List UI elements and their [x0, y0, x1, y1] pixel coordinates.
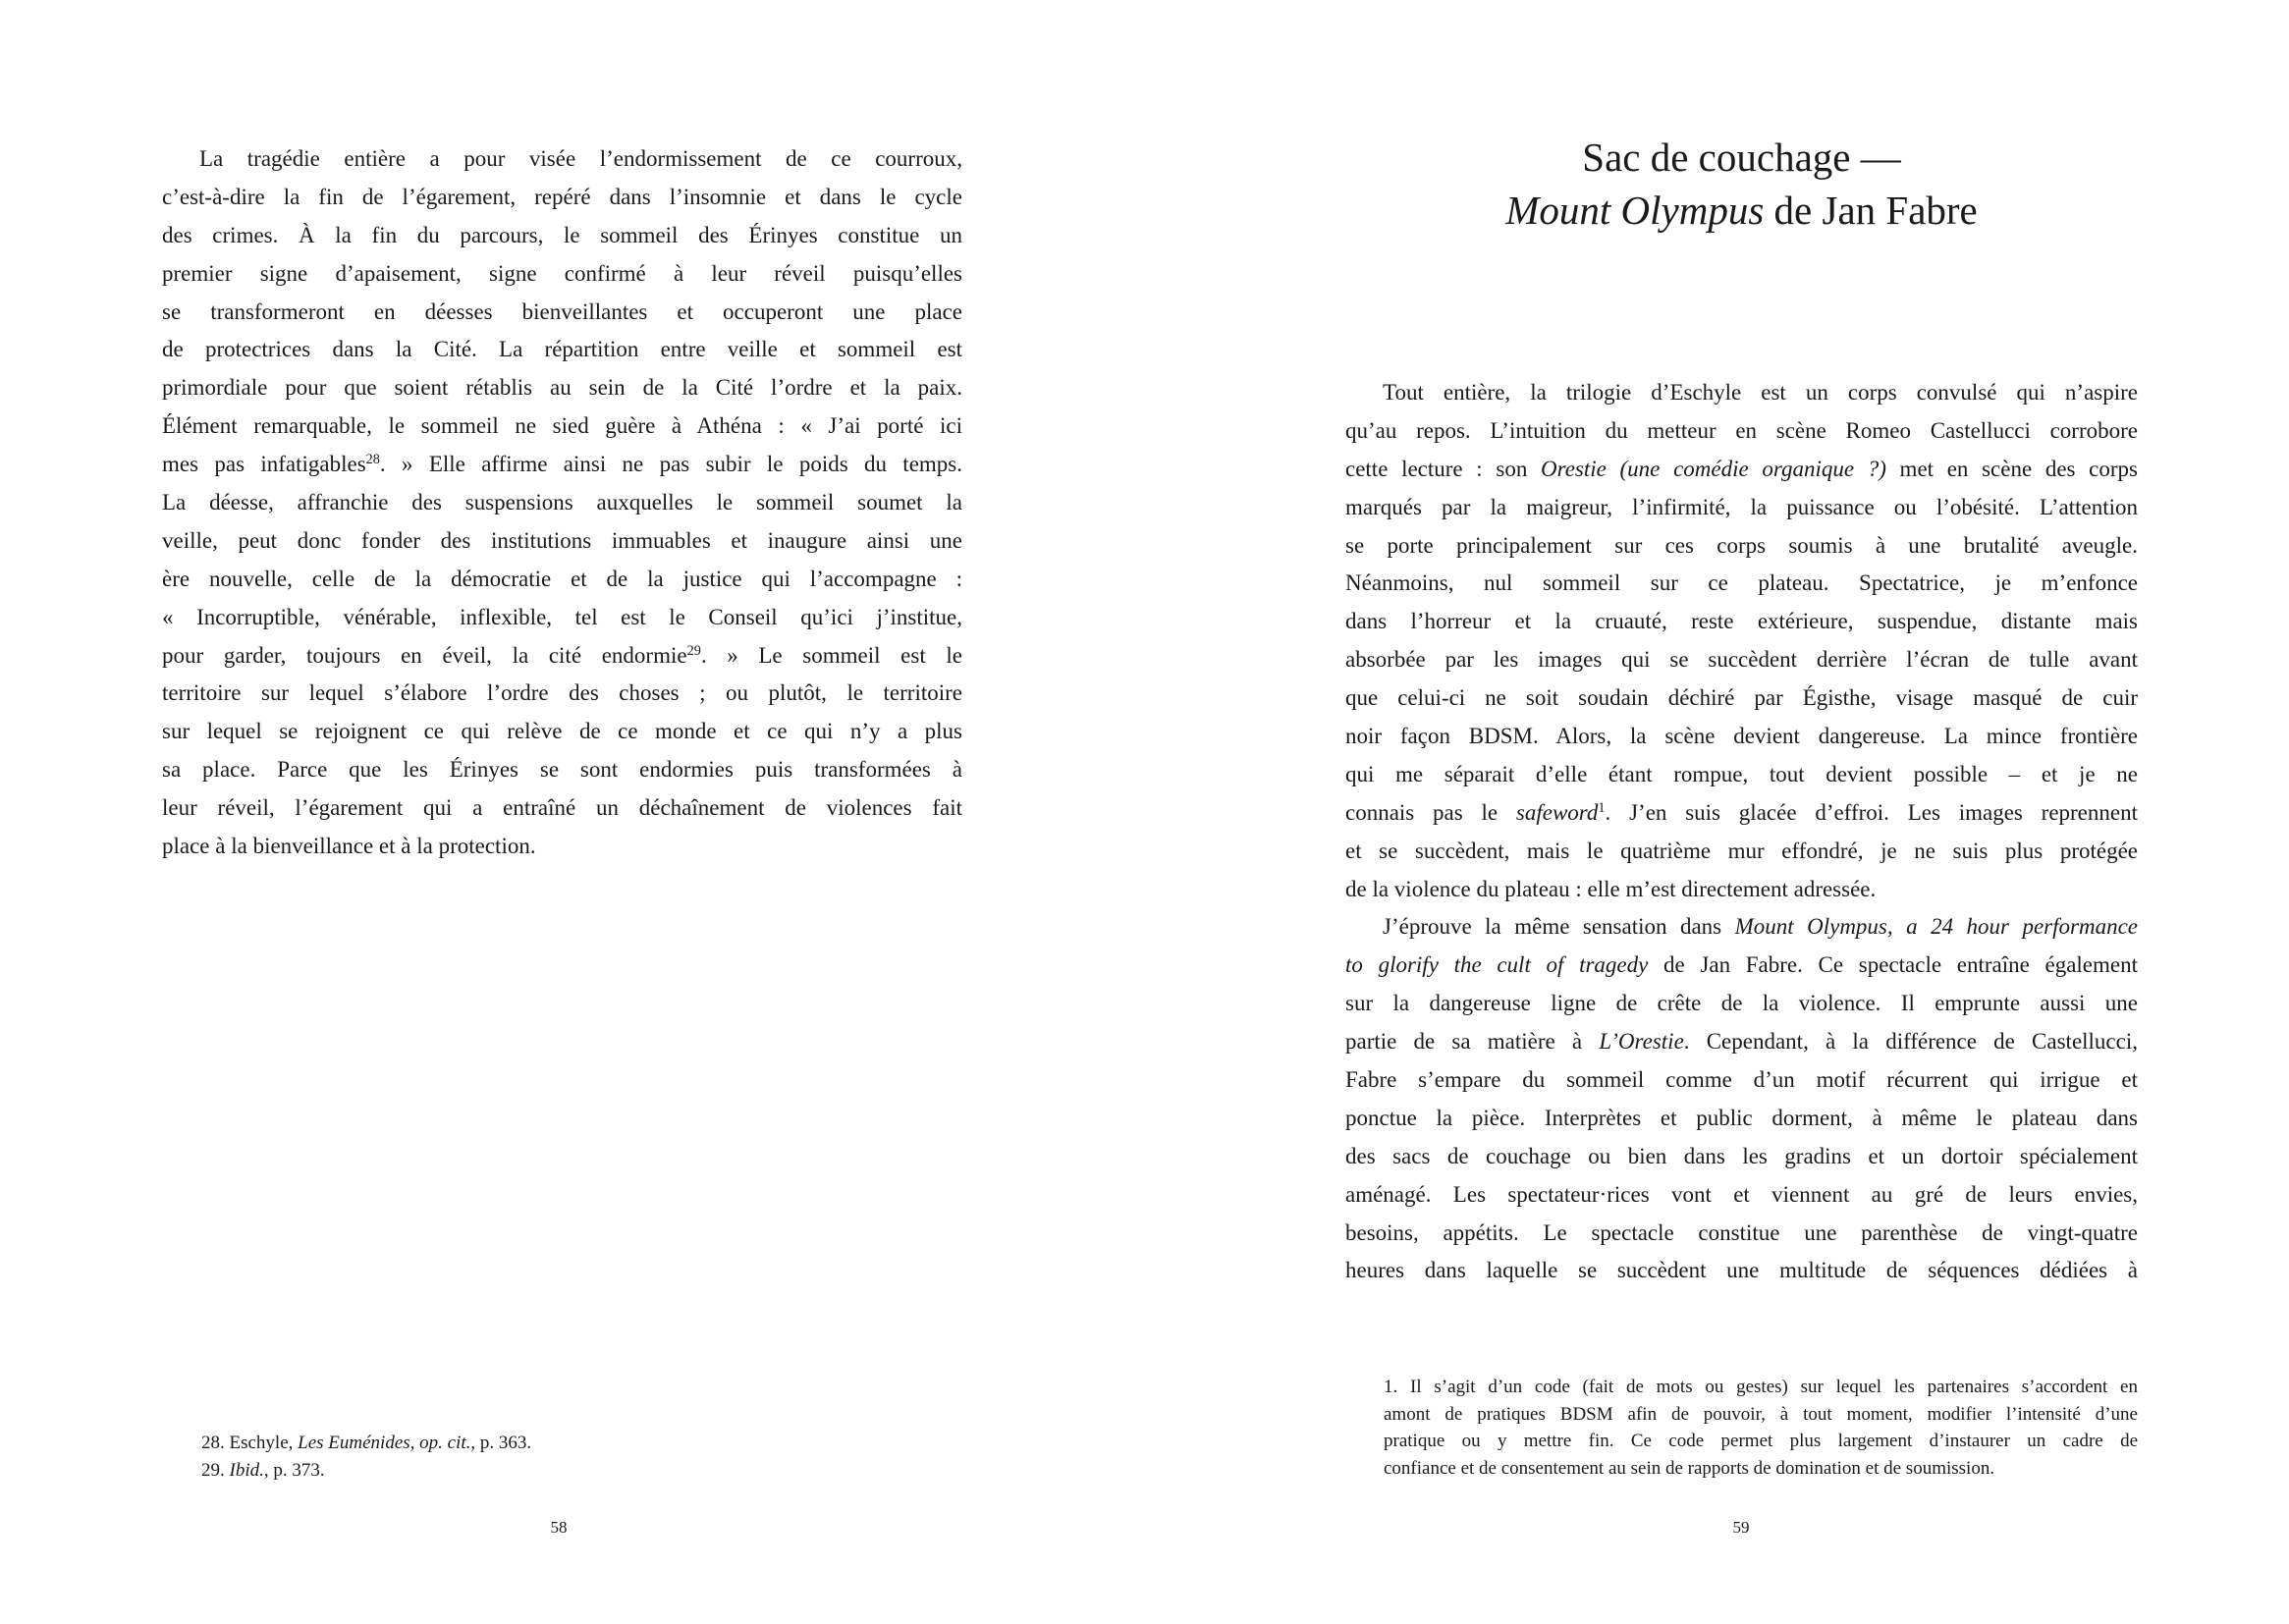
text-line	[162, 751, 962, 789]
page-number-right: 59	[1732, 1518, 1750, 1537]
text-segment: sur la dangereuse ligne de crête de la violence. Il emprunte aussi une	[1345, 991, 2138, 1016]
text-segment: veille, peut donc fonder des institutions immuables et inaugure ainsi une	[162, 527, 962, 553]
text-segment: confiance et de consentement au sein de rapports de domination et de soumission.	[1384, 1457, 1995, 1479]
text-line	[1345, 603, 2138, 641]
text-segment: ère nouvelle, celle de la démocratie et de la justice qui l’accompagne :	[162, 566, 962, 591]
text-segment: que celui-ci ne soit soudain déchiré par Égisthe, visage masqué de cuir	[1345, 685, 2138, 711]
text-line	[1345, 641, 2138, 679]
page-number-left: 58	[550, 1518, 568, 1537]
footnote-reference: 29	[686, 642, 701, 659]
footnote-line	[1384, 1428, 2138, 1455]
chapter-title-line-1: Sac de couchage —	[1582, 135, 1901, 180]
footnote-reference: 1	[1598, 799, 1606, 816]
text-line	[1345, 833, 2138, 871]
text-line	[1345, 718, 2138, 756]
text-line	[162, 675, 962, 713]
text-line	[1345, 947, 2138, 985]
text-line	[162, 331, 962, 369]
text-line	[162, 484, 962, 522]
right-footnotes	[1384, 1374, 2138, 1482]
text-line	[162, 446, 962, 484]
text-segment: de protectrices dans la Cité. La répartition entre veille et sommeil est	[162, 337, 962, 362]
italic-text: safeword	[1515, 799, 1599, 825]
text-segment: , p. 373.	[263, 1459, 325, 1481]
text-segment: de Jan Fabre. Ce spectacle entraîne également	[1648, 952, 2138, 978]
chapter-title	[1345, 131, 2138, 237]
text-line	[1345, 527, 2138, 566]
footnote-line	[1384, 1455, 2138, 1483]
text-line	[1345, 1138, 2138, 1176]
text-line	[1345, 908, 2138, 947]
text-segment: sur lequel se rejoignent ce qui relève de ce monde et ce qui n’y a plus	[162, 719, 962, 744]
italic-text: Les Euménides, op. cit.	[298, 1433, 471, 1453]
text-segment: qu’au repos. L’intuition du metteur en scène Romeo Castellucci corrobore	[1345, 417, 2138, 443]
text-segment: place à la bienveillance et à la protection.	[162, 834, 536, 859]
text-line	[162, 255, 962, 294]
text-segment: La déesse, affranchie des suspensions auxquelles le sommeil soumet la	[162, 490, 962, 515]
text-line	[162, 140, 962, 179]
text-segment: , p. 363.	[470, 1433, 532, 1453]
footnote-line	[1384, 1401, 2138, 1429]
text-line	[162, 561, 962, 599]
text-segment: pratique ou y mettre fin. Ce code permet plus largement d’instaurer un cadre de	[1384, 1431, 2138, 1451]
text-segment: met en scène des corps	[1885, 456, 2138, 481]
text-line	[1345, 1061, 2138, 1100]
text-segment: 28. Eschyle,	[201, 1433, 299, 1453]
text-segment: dans l’horreur et la cruauté, reste extérieure, suspendue, distante mais	[1345, 609, 2138, 634]
footnote-line	[1384, 1374, 2138, 1401]
chapter-title-italic: Mount Olympus	[1505, 188, 1765, 233]
text-segment: cette lecture : son	[1345, 456, 1541, 481]
italic-text: L’Orestie	[1599, 1029, 1684, 1055]
text-line	[1345, 794, 2138, 833]
text-line	[1345, 412, 2138, 451]
text-line	[162, 369, 962, 407]
text-segment: 29.	[201, 1459, 230, 1481]
text-line	[1345, 451, 2138, 489]
text-line	[162, 789, 962, 828]
italic-text: Ibid.	[229, 1459, 264, 1481]
text-segment: . » Elle affirme ainsi ne pas subir le poids du temps.	[379, 452, 962, 477]
text-line	[1345, 1215, 2138, 1253]
text-line	[1345, 1023, 2138, 1061]
text-segment: et se succèdent, mais le quatrième mur effondré, je ne suis plus protégée	[1345, 838, 2138, 863]
text-line	[162, 217, 962, 255]
chapter-title-rest: de Jan Fabre	[1764, 188, 1978, 233]
text-segment: besoins, appétits. Le spectacle constitue une parenthèse de vingt-quatre	[1345, 1219, 2138, 1245]
text-line	[162, 713, 962, 751]
footnote-line	[201, 1457, 889, 1485]
text-line	[1345, 1176, 2138, 1215]
text-line	[1345, 374, 2138, 412]
text-segment: aménagé. Les spectateur·rices vont et viennent au gré de leurs envies,	[1345, 1181, 2138, 1207]
text-segment: des crimes. À la fin du parcours, le sommeil des Érinyes constitue un	[162, 222, 962, 247]
text-line	[1345, 1252, 2138, 1290]
text-segment: Néanmoins, nul sommeil sur ce plateau. Spectatrice, je m’enfonce	[1345, 570, 2138, 596]
italic-text: to glorify the cult of tragedy	[1345, 952, 1649, 978]
italic-text: Orestie (une comédie organique ?)	[1541, 456, 1886, 481]
text-segment: se porte principalement sur ces corps soumis à une brutalité aveugle.	[1345, 532, 2138, 558]
text-line	[162, 294, 962, 332]
text-line	[162, 828, 962, 866]
text-segment: ponctue la pièce. Interprètes et public dorment, à même le plateau dans	[1345, 1105, 2138, 1130]
text-line	[1345, 985, 2138, 1023]
text-segment: territoire sur lequel s’élabore l’ordre des choses ; ou plutôt, le territoire	[162, 680, 962, 706]
text-segment: . » Le sommeil est le	[700, 642, 962, 668]
text-line	[162, 407, 962, 446]
left-page	[0, 0, 1144, 1624]
right-body-text	[1345, 374, 2138, 1290]
left-body-text	[162, 140, 962, 866]
text-segment: de la violence du plateau : elle m’est directement adressée.	[1345, 876, 1877, 901]
text-line	[1345, 756, 2138, 794]
text-line	[162, 637, 962, 676]
text-segment: « Incorruptible, vénérable, inflexible, tel est le Conseil qu’ici j’institue,	[162, 604, 962, 629]
left-footnotes	[201, 1430, 889, 1484]
text-line	[1345, 871, 2138, 909]
text-segment: sa place. Parce que les Érinyes se sont endormies puis transformées à	[162, 757, 962, 783]
text-segment: . J’en suis glacée d’effroi. Les images reprennent	[1605, 799, 2138, 825]
text-line	[1345, 1100, 2138, 1138]
text-segment: Tout entière, la trilogie d’Eschyle est un corps convulsé qui n’aspire	[1383, 380, 2138, 405]
footnote-reference: 28	[365, 452, 380, 468]
text-segment: leur réveil, l’égarement qui a entraîné un déchaînement de violences fait	[162, 795, 962, 821]
text-line	[162, 522, 962, 561]
text-segment: c’est-à-dire la fin de l’égarement, repéré dans l’insomnie et dans le cycle	[162, 184, 962, 209]
italic-text: Mount Olympus, a 24 hour performance	[1734, 914, 2138, 940]
text-line	[162, 599, 962, 637]
text-line	[1345, 679, 2138, 718]
chapter-title-line-2	[1345, 184, 2138, 237]
text-segment: heures dans laquelle se succèdent une multitude de séquences dédiées à	[1345, 1258, 2138, 1283]
text-segment: des sacs de couchage ou bien dans les gradins et un dortoir spécialement	[1345, 1143, 2138, 1168]
text-line	[1345, 565, 2138, 603]
text-segment: J’éprouve la même sensation dans	[1383, 914, 1735, 940]
text-segment: noir façon BDSM. Alors, la scène devient dangereuse. La mince frontière	[1345, 724, 2138, 749]
text-segment: Élément remarquable, le sommeil ne sied guère à Athéna : « J’ai porté ici	[162, 413, 962, 439]
text-segment: premier signe d’apaisement, signe confirmé à leur réveil puisqu’elles	[162, 260, 962, 286]
text-segment: qui me séparait d’elle étant rompue, tout devient possible – et je ne	[1345, 761, 2138, 786]
text-segment: 1. Il s’agit d’un code (fait de mots ou gestes) sur lequel les partenaires s’accordent en	[1384, 1377, 2138, 1397]
text-segment: partie de sa matière à	[1345, 1029, 1600, 1055]
text-segment: La tragédie entière a pour visée l’endormissement de ce courroux,	[199, 146, 962, 171]
text-segment: . Cependant, à la différence de Castellucci,	[1683, 1029, 2138, 1055]
text-segment: mes pas infatigables	[162, 452, 366, 477]
text-line	[1345, 489, 2138, 527]
text-segment: pour garder, toujours en éveil, la cité endormie	[162, 642, 687, 668]
text-segment: primordiale pour que soient rétablis au sein de la Cité l’ordre et la paix.	[162, 375, 962, 401]
text-segment: amont de pratiques BDSM afin de pouvoir, à tout moment, modifier l’intensité d’une	[1384, 1403, 2138, 1425]
text-line	[162, 179, 962, 217]
text-segment: Fabre s’empare du sommeil comme d’un motif récurrent qui irrigue et	[1345, 1067, 2138, 1093]
text-segment: connais pas le	[1345, 799, 1516, 825]
footnote-line	[201, 1430, 889, 1457]
text-segment: marqués par la maigreur, l’infirmité, la puissance ou l’obésité. L’attention	[1345, 494, 2138, 519]
text-segment: se transformeront en déesses bienveillantes et occuperont une place	[162, 298, 962, 324]
text-segment: absorbée par les images qui se succèdent derrière l’écran de tulle avant	[1345, 647, 2138, 673]
